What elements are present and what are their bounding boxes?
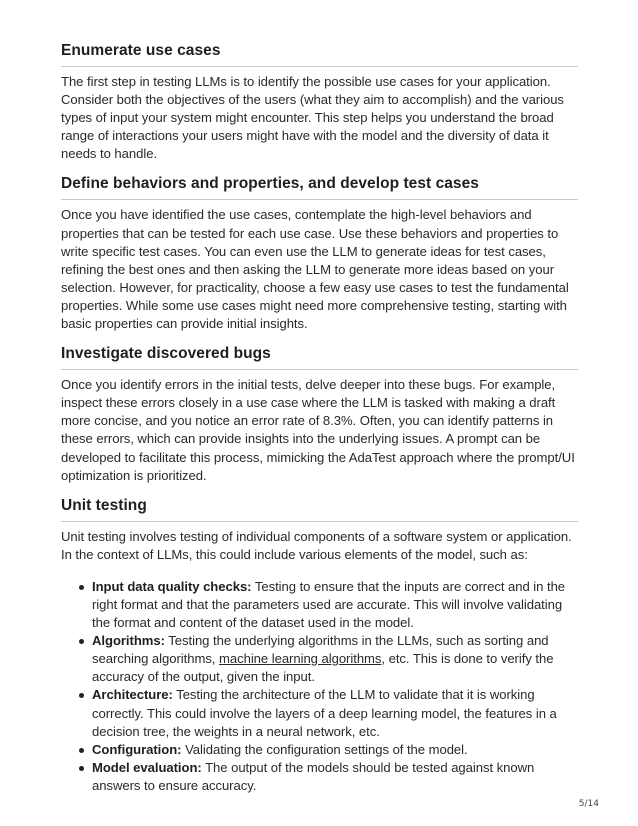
section-enumerate-use-cases (61, 41, 578, 163)
list-item-term: Algorithms: (92, 633, 165, 649)
list-item-term: Model evaluation: (92, 759, 202, 775)
list-item-term: Architecture: (92, 687, 173, 703)
list-item-text: Testing to ensure that the inputs are correct and in the right format and that the parameters used are accurate. This will involve validating the format and content of the dataset used in the model. (92, 578, 566, 631)
list-item-text: Testing the architecture of the LLM to validate that it is working correctly. This could involve the layers of a deep learning model, the features in a decision tree, the weights in a neural network, etc. (92, 687, 557, 739)
section-unit-testing (61, 496, 578, 795)
list-item-input-data-quality (92, 578, 578, 632)
bullet-icon (79, 585, 84, 590)
list-item-text: , etc. This is done to verify the accuracy of the output, given the input. (92, 651, 554, 685)
list-item-architecture (92, 686, 578, 740)
section-heading: Unit testing (61, 496, 578, 522)
list-item-text: The output of the models should be tested against known answers to ensure accuracy. (92, 759, 535, 793)
machine-learning-algorithms-link[interactable]: machine learning algorithms (219, 651, 382, 667)
section-body: Once you identify errors in the initial tests, delve deeper into these bugs. For example, inspect these errors closely in a use case where the LLM is tasked with making a draft more concise, and you notice an error rate of 8.3%. Often, you can identify patterns in these errors, which can provide insights into the underlying issues. A prompt can be developed to facilitate this process, mimicking the AdaTest approach where the prompt/UI optimization is prioritized. (61, 377, 575, 483)
unit-testing-list (61, 578, 578, 795)
page-number: 5/14 (578, 799, 599, 809)
section-define-behaviors (61, 174, 578, 333)
section-body: The first step in testing LLMs is to identify the possible use cases for your application. Consider both the objectives of the users (what they aim to accomplish) and the various types of input your system might encounter. This step helps you understand the broad range of interactions your users might have with the model and the diversity of data it needs to handle. (61, 74, 564, 162)
section-investigate-bugs (61, 344, 578, 485)
list-item-term: Configuration: (92, 741, 182, 757)
list-item-text: Validating the configuration settings of the model. (181, 741, 468, 757)
bullet-icon (79, 693, 84, 698)
section-heading: Investigate discovered bugs (61, 344, 578, 370)
bullet-icon (79, 639, 84, 644)
section-body: Unit testing involves testing of individual components of a software system or application. In the context of LLMs, this could include various elements of the model, such as: (61, 528, 572, 562)
document-page (61, 41, 578, 806)
list-item-model-evaluation (92, 759, 578, 795)
list-item-text: Testing the underlying algorithms in the LLMs, such as sorting and searching algorithms, (92, 633, 549, 667)
bullet-icon (79, 748, 84, 753)
section-heading: Define behaviors and properties, and develop test cases (61, 174, 578, 200)
section-heading: Enumerate use cases (61, 41, 578, 67)
list-item-term: Input data quality checks: (92, 578, 252, 594)
list-item-algorithms (92, 632, 578, 686)
list-item-configuration (92, 741, 578, 759)
section-body: Once you have identified the use cases, contemplate the high-level behaviors and properties that can be tested for each use case. Use these behaviors and properties to write specific test cases. You can even use the LLM to generate ideas for test cases, refining the best ones and then asking the LLM to generate more ideas based on your selection. However, for practicality, choose a few easy use cases to test the fundamental properties. While some use cases might need more comprehensive testing, starting with basic properties can provide initial insights. (61, 207, 569, 332)
bullet-icon (79, 766, 84, 771)
